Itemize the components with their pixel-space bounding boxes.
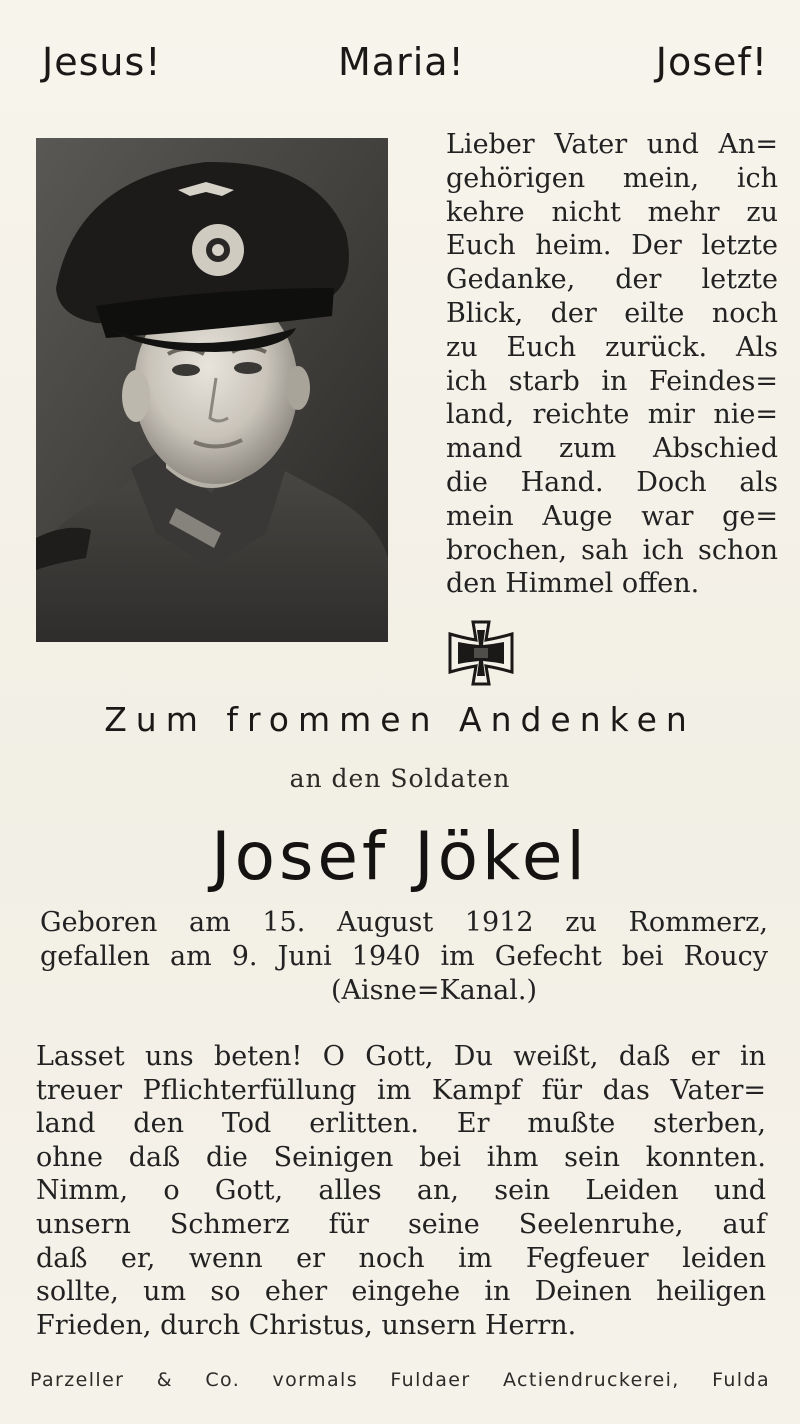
poem-line: brochen, sah ich schon xyxy=(446,534,778,566)
location-line: (Aisne=Kanal.) xyxy=(330,975,538,1006)
header-jesus: Jesus! xyxy=(42,40,162,84)
prayer-line: ohne daß die Seinigen bei ihm sein konnten. xyxy=(36,1141,766,1173)
prayer-line: unsern Schmerz für seine Seelenruhe, auf xyxy=(36,1208,766,1240)
poem-line: den Himmel offen. xyxy=(446,568,700,600)
poem-line: Blick, der eilte noch xyxy=(446,297,778,329)
prayer-line: Nimm, o Gott, alles an, sein Leiden und xyxy=(36,1175,766,1207)
prayer-line: land den Tod erlitten. Er mußte sterben, xyxy=(36,1108,766,1140)
poem-line: mand zum Abschied xyxy=(446,433,778,465)
birth-line: Geboren am 15. August 1912 zu Rommerz, xyxy=(40,907,768,938)
soldier-portrait-photo xyxy=(36,138,388,642)
memorial-title: Zum frommen Andenken xyxy=(104,700,696,739)
header xyxy=(40,40,768,90)
prayer-line: Lasset uns beten! O Gott, Du weißt, daß er in xyxy=(36,1041,766,1072)
prayer-line: daß er, wenn er noch im Fegfeuer leiden xyxy=(36,1242,766,1274)
prayer-line: treuer Pflichterfüllung im Kampf für das Vater= xyxy=(36,1074,766,1106)
portrait-image xyxy=(36,138,388,642)
poem-line: Lieber Vater und An= xyxy=(446,129,778,160)
poem-line: Gedanke, der letzte xyxy=(446,264,778,296)
soldier-name: Josef Jökel xyxy=(211,818,589,895)
poem-line: zu Euch zurück. Als xyxy=(446,331,778,363)
header-maria: Maria! xyxy=(338,40,465,84)
subtitle: an den Soldaten xyxy=(289,764,511,793)
printer-credit: Parzeller & Co. vormals Fuldaer Actiendruckerei, Fulda xyxy=(30,1369,770,1391)
poem-line: ich starb in Feindes= xyxy=(446,365,778,397)
farewell-poem xyxy=(446,128,778,601)
poem-line: mein Auge war ge= xyxy=(446,500,778,532)
poem-line: Euch heim. Der letzte xyxy=(446,230,778,262)
iron-cross-icon xyxy=(446,618,516,688)
poem-line: die Hand. Doch als xyxy=(446,466,778,498)
prayer-text xyxy=(36,1040,766,1342)
prayer-line: Frieden, durch Christus, unsern Herrn. xyxy=(36,1309,577,1341)
header-josef: Josef! xyxy=(655,40,768,84)
poem-line: land, reichte mir nie= xyxy=(446,399,778,431)
death-line: gefallen am 9. Juni 1940 im Gefecht bei Roucy xyxy=(40,941,768,972)
poem-line: kehre nicht mehr zu xyxy=(446,196,778,228)
poem-line: gehörigen mein, ich xyxy=(446,162,778,194)
prayer-line: sollte, um so eher eingehe in Deinen heiligen xyxy=(36,1276,766,1308)
life-dates xyxy=(40,906,768,1008)
